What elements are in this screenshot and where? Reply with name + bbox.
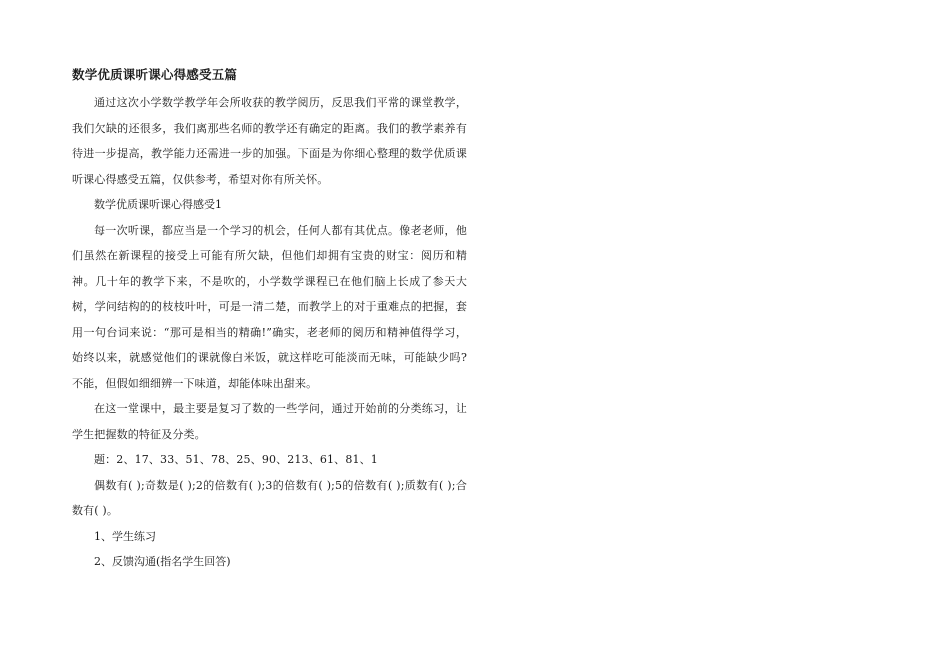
exercise-questions: 偶数有( );奇数是( );2的倍数有( );3的倍数有( );5的倍数有( );质数有( );合数有( )。 (72, 478, 467, 517)
exercise-numbers: 题：2、17、33、51、78、25、90、213、61、81、1 (94, 453, 378, 466)
list-item-feedback: 2、反馈沟通(指名学生回答) (94, 555, 231, 568)
intro-paragraph: 通过这次小学数学教学年会所收获的教学阅历，反思我们平常的课堂教学，我们欠缺的还很多，我们离那些名师的教学还有确定的距离。我们的教学素养有待进一步提高，教学能力还需进一步的加强。下面是为你细心整理的数学优质课听课心得感受五篇，仅供参考，希望对你有所关怀。 (72, 96, 467, 186)
document-body (72, 66, 467, 575)
list-item-practice: 1、学生练习 (94, 529, 156, 543)
section-heading: 数学优质课听课心得感受1 (94, 198, 222, 211)
paragraph-1: 每一次听课，都应当是一个学习的机会，任何人都有其优点。像老老师，他们虽然在新课程的接受上可能有所欠缺，但他们却拥有宝贵的财宝：阅历和精神。几十年的教学下来，不是吹的，小学数学课程已在他们脑上长成了参天大树，学问结构的的枝枝叶叶，可是一清二楚，而教学上的对于重难点的把握，套用一句台词来说：“那可是相当的精确!”确实，老老师的阅历和精神值得学习，始终以来，就感觉他们的课就像白米饭，就这样吃可能淡而无味，可能缺少吗?不能，但假如细细辨一下味道，却能体味出甜来。 (72, 223, 467, 390)
document-title: 数学优质课听课心得感受五篇 (72, 67, 238, 82)
paragraph-2: 在这一堂课中，最主要是复习了数的一些学问，通过开始前的分类练习，让学生把握数的特征及分类。 (72, 402, 467, 441)
